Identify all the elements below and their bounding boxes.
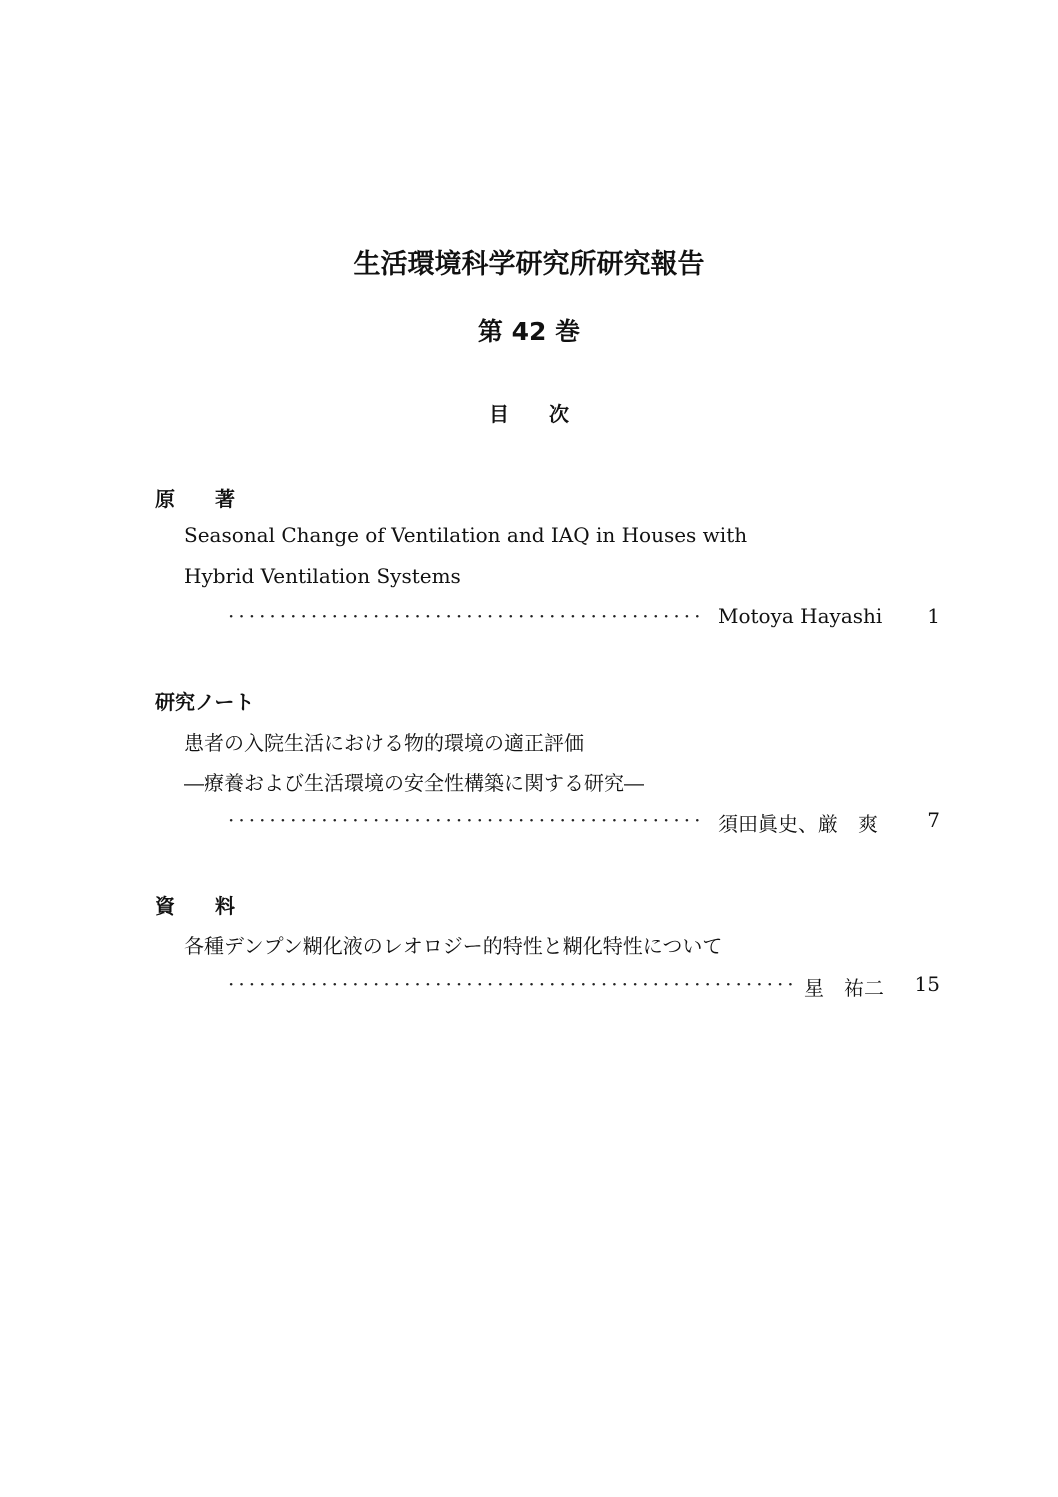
dot-leader: ·············································· (228, 604, 705, 628)
dot-leader: ·············································· (228, 808, 705, 832)
volume-number: 第 42 巻 (477, 317, 581, 346)
entry-page-number: 15 (914, 972, 940, 996)
entry-page-number: 7 (927, 808, 940, 832)
section-heading-char: 資 (155, 894, 175, 918)
toc-heading-char: 目 (489, 402, 509, 426)
entry-title-line: 患者の入院生活における物的環境の適正評価 (184, 731, 584, 755)
dot-leader: ······················································· (228, 972, 798, 996)
entry-title-line: Seasonal Change of Ventilation and IAQ in Houses with (184, 523, 748, 547)
section-heading-char: 原 (155, 487, 175, 511)
entry-page-number: 1 (927, 604, 940, 628)
section-heading-research-notes: 研究ノート (155, 690, 255, 714)
section-heading-original-articles (155, 483, 955, 512)
section-heading-char: 料 (215, 894, 235, 918)
toc-heading-char: 次 (549, 402, 569, 426)
toc-entry-leader (228, 604, 940, 632)
toc-heading (0, 398, 1058, 427)
entry-author: 須田眞史、厳 爽 (718, 812, 878, 836)
toc-entry-leader (228, 808, 940, 836)
entry-title-line: 各種デンプン糊化液のレオロジー的特性と糊化特性について (184, 934, 723, 958)
journal-title: 生活環境科学研究所研究報告 (353, 249, 705, 280)
entry-author: Motoya Hayashi (718, 604, 883, 628)
entry-author: 星 祐二 (804, 976, 884, 1000)
entry-title-line: ―療養および生活環境の安全性構築に関する研究― (184, 771, 644, 795)
toc-entry-leader (228, 972, 940, 1000)
section-heading-materials (155, 890, 955, 919)
entry-title-line: Hybrid Ventilation Systems (184, 564, 461, 588)
section-heading-char: 著 (215, 487, 235, 511)
